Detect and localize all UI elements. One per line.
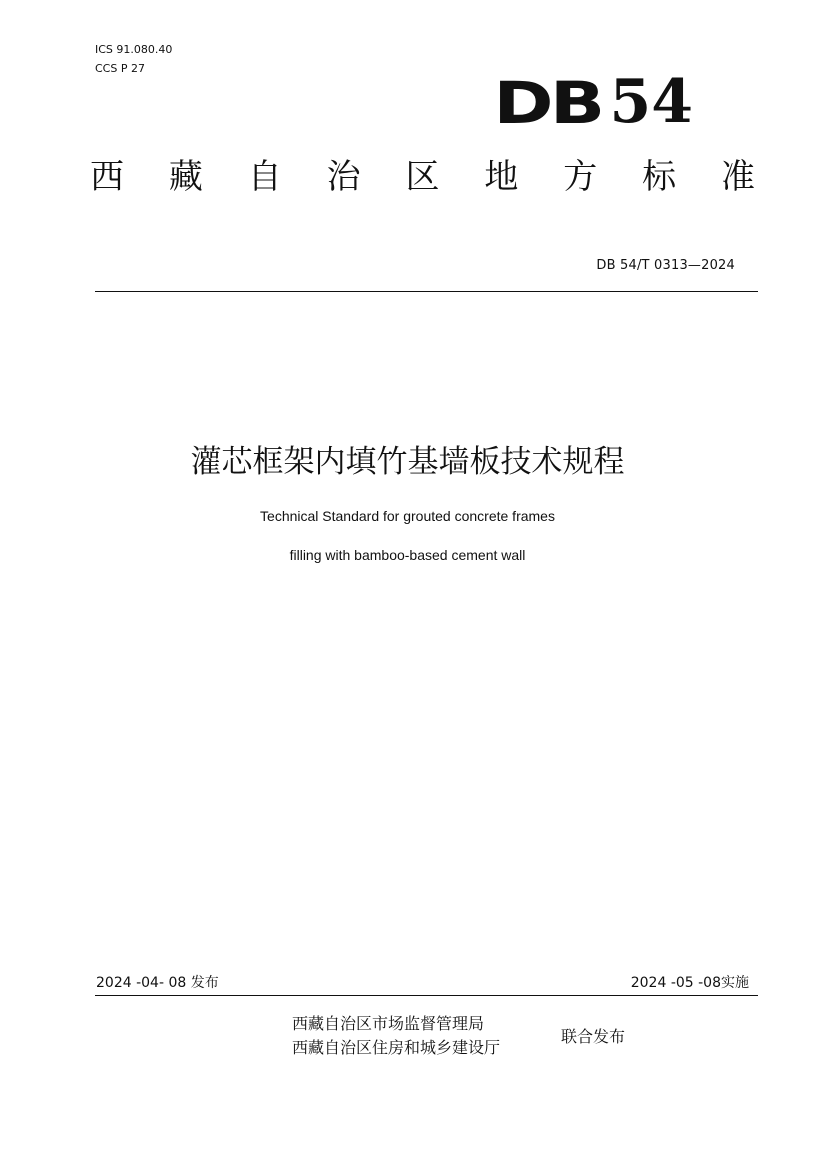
standard-type-char: 准 bbox=[721, 157, 755, 197]
joint-issue-label: 联合发布 bbox=[561, 1027, 626, 1046]
bottom-divider bbox=[95, 995, 758, 996]
issue-label: 发布 bbox=[190, 975, 219, 991]
logo-db-letters: DB bbox=[493, 69, 602, 137]
implementation-date bbox=[631, 974, 749, 992]
standard-type-char: 自 bbox=[247, 157, 282, 197]
standard-type-char: 方 bbox=[563, 157, 598, 197]
standard-number: DB 54/T 0313—2024 bbox=[596, 258, 735, 273]
implementation-label: 实施 bbox=[721, 975, 749, 991]
issue-date bbox=[96, 974, 219, 992]
db54-logo bbox=[493, 62, 693, 137]
standard-type-char: 西 bbox=[90, 157, 124, 197]
issue-date-value: 2024 -04- 08 bbox=[96, 975, 187, 991]
top-divider bbox=[95, 291, 758, 292]
document-title-english-line2: filling with bamboo-based cement wall bbox=[289, 547, 526, 563]
publisher-market-regulation: 西藏自治区市场监督管理局 bbox=[292, 1014, 485, 1033]
standard-type-char: 地 bbox=[484, 157, 519, 197]
standard-type-char: 标 bbox=[642, 157, 677, 197]
standard-type-char: 区 bbox=[405, 157, 440, 197]
publishing-authorities bbox=[292, 1012, 500, 1060]
standard-type-heading bbox=[90, 152, 755, 202]
logo-region-number: 54 bbox=[609, 67, 693, 137]
standard-type-char: 治 bbox=[326, 157, 361, 197]
document-title-english-line1: Technical Standard for grouted concrete frames bbox=[260, 508, 555, 524]
document-title-chinese: 灌芯框架内填竹基墙板技术规程 bbox=[190, 444, 625, 480]
ics-code: ICS 91.080.40 bbox=[95, 43, 173, 56]
publisher-housing-construction: 西藏自治区住房和城乡建设厅 bbox=[292, 1038, 501, 1057]
classification-codes bbox=[95, 40, 172, 78]
implementation-date-value: 2024 -05 -08 bbox=[630, 975, 721, 991]
standard-type-char: 藏 bbox=[168, 157, 203, 197]
ccs-code: CCS P 27 bbox=[95, 62, 145, 75]
